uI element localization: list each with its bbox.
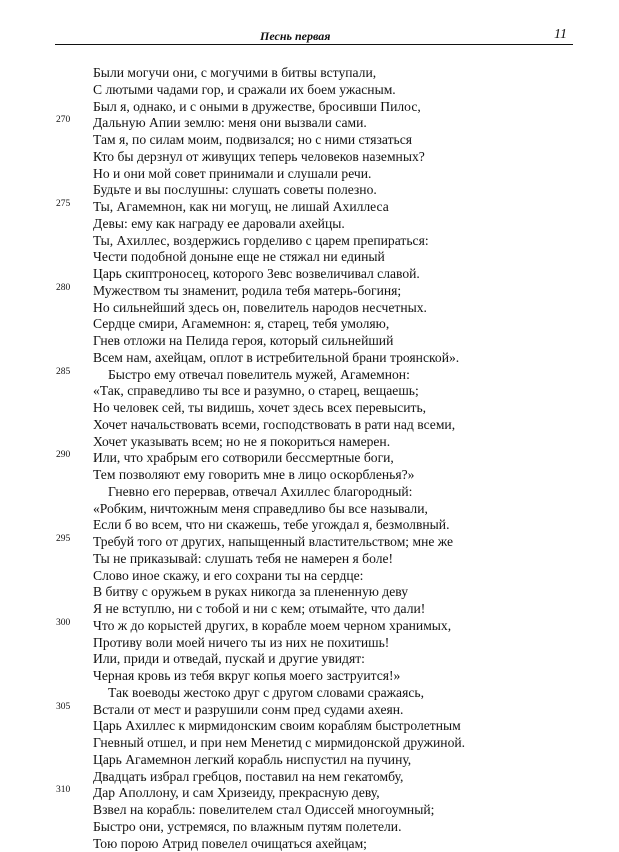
verse-text: Я не вступлю, ни с тобой и ни с кем; отымайте, что дали! xyxy=(93,601,425,618)
verse-line xyxy=(0,249,619,266)
verse-text: Гневно его перервав, отвечал Ахиллес благородный: xyxy=(108,484,412,501)
verse-text: Противу воли моей ничего ты из них не похитишь! xyxy=(93,635,389,652)
verse-text: Требуй того от других, напыщенный властительством; мне же xyxy=(93,534,453,551)
verse-line xyxy=(0,836,619,852)
running-title: Песнь первая xyxy=(260,29,330,43)
verse-line xyxy=(0,752,619,769)
verse-line xyxy=(0,367,619,384)
verse-text: Но сильнейший здесь он, повелитель народов несчетных. xyxy=(93,300,427,317)
verse-text: «Так, справедливо ты все и разумно, о старец, вещаешь; xyxy=(93,383,419,400)
verse-text: Или, приди и отведай, пускай и другие увидят: xyxy=(93,651,365,668)
verse-text: Ты, Ахиллес, воздержись горделиво с царем препираться: xyxy=(93,233,429,250)
verse-line xyxy=(0,82,619,99)
verse-text: Дальную Апии землю: меня они вызвали сами. xyxy=(93,115,367,132)
verse-text: Быстро они, устремяся, по влажным путям полетели. xyxy=(93,819,401,836)
verse-text: «Робким, ничтожным меня справедливо бы все называли, xyxy=(93,501,428,518)
verse-text: Так воеводы жестоко друг с другом словами сражаясь, xyxy=(108,685,424,702)
verse-text: Будьте и вы послушны: слушать советы полезно. xyxy=(93,182,377,199)
verse-text: Быстро ему отвечал повелитель мужей, Агамемнон: xyxy=(108,367,410,384)
verse-text: Царь Ахиллес к мирмидонским своим кораблям быстролетным xyxy=(93,718,461,735)
line-number: 275 xyxy=(56,198,70,210)
verse-text: Черная кровь из тебя вкруг копья моего заструится!» xyxy=(93,668,400,685)
verse-text: Царь скиптроносец, которого Зевс возвеличивал славой. xyxy=(93,266,420,283)
verse-text: Ты не приказывай: слушать тебя не намерен я боле! xyxy=(93,551,393,568)
verse-line xyxy=(0,115,619,132)
verse-line xyxy=(0,149,619,166)
verse-line xyxy=(0,333,619,350)
verse-text: Там я, по силам моим, подвизался; но с ними стязаться xyxy=(93,132,412,149)
verse-text: Но человек сей, ты видишь, хочет здесь всех перевысить, xyxy=(93,400,426,417)
verse-line xyxy=(0,685,619,702)
verse-line xyxy=(0,635,619,652)
verse-line xyxy=(0,651,619,668)
verse-line xyxy=(0,199,619,216)
verse-text: Что ж до корыстей других, в корабле моем черном хранимых, xyxy=(93,618,451,635)
verse-text: Взвел на корабль: повелителем стал Одиссей многоумный; xyxy=(93,802,434,819)
verse-text: Двадцать избрал гребцов, поставил на нем гекатомбу, xyxy=(93,769,403,786)
page-number: 11 xyxy=(554,27,567,43)
verse-line xyxy=(0,785,619,802)
verse-text: Если б во всем, что ни скажешь, тебе угождал я, безмолвный. xyxy=(93,517,449,534)
verse-text: Чести подобной доныне еще не стяжал ни единый xyxy=(93,249,385,266)
verse-line xyxy=(0,668,619,685)
verse-line xyxy=(0,383,619,400)
verse-line xyxy=(0,517,619,534)
verse-text: Но и они мой совет принимали и слушали речи. xyxy=(93,166,371,183)
verse-text: Гневный отшел, и при нем Менетид с мирмидонской дружиной. xyxy=(93,735,465,752)
line-number: 305 xyxy=(56,701,70,713)
line-number: 300 xyxy=(56,617,70,629)
verse-line xyxy=(0,534,619,551)
verse-line xyxy=(0,417,619,434)
verse-text: Всем нам, ахейцам, оплот в истребительной брани троянской». xyxy=(93,350,459,367)
verse-line xyxy=(0,132,619,149)
verse-text: Девы: ему как награду ее даровали ахейцы. xyxy=(93,216,345,233)
verse-line xyxy=(0,300,619,317)
verse-line xyxy=(0,400,619,417)
verse-line xyxy=(0,266,619,283)
verse-text: Тою порою Атрид повелел очищаться ахейцам; xyxy=(93,836,367,852)
verse-text: Царь Агамемнон легкий корабль ниспустил на пучину, xyxy=(93,752,411,769)
poem-text xyxy=(0,65,619,852)
verse-text: Хочет начальствовать всеми, господствовать в рати над всеми, xyxy=(93,417,455,434)
verse-text: С лютыми чадами гор, и сражали их боем ужасным. xyxy=(93,82,396,99)
verse-line xyxy=(0,283,619,300)
verse-line xyxy=(0,233,619,250)
line-number: 285 xyxy=(56,366,70,378)
line-number: 310 xyxy=(56,784,70,796)
verse-line xyxy=(0,484,619,501)
verse-line xyxy=(0,802,619,819)
page-header xyxy=(55,20,573,45)
verse-line xyxy=(0,735,619,752)
verse-text: Встали от мест и разрушили сонм пред судами ахеян. xyxy=(93,702,403,719)
verse-text: Слово иное скажу, и его сохрани ты на сердце: xyxy=(93,568,363,585)
verse-line xyxy=(0,769,619,786)
verse-line xyxy=(0,702,619,719)
verse-line xyxy=(0,819,619,836)
verse-text: В битву с оружьем в руках никогда за плененную деву xyxy=(93,584,408,601)
line-number: 280 xyxy=(56,282,70,294)
verse-text: Был я, однако, и с оными в дружестве, бросивши Пилос, xyxy=(93,99,421,116)
verse-text: Дар Аполлону, и сам Хризеиду, прекрасную деву, xyxy=(93,785,380,802)
line-number: 290 xyxy=(56,449,70,461)
verse-text: Сердце смири, Агамемнон: я, старец, тебя умоляю, xyxy=(93,316,389,333)
verse-line xyxy=(0,65,619,82)
verse-text: Тем позволяют ему говорить мне в лицо оскорбленья?» xyxy=(93,467,414,484)
verse-line xyxy=(0,601,619,618)
verse-line xyxy=(0,166,619,183)
verse-text: Мужеством ты знаменит, родила тебя матерь-богиня; xyxy=(93,283,401,300)
verse-text: Были могучи они, с могучими в битвы вступали, xyxy=(93,65,376,82)
verse-line xyxy=(0,450,619,467)
verse-line xyxy=(0,316,619,333)
verse-line xyxy=(0,584,619,601)
verse-text: Гнев отложи на Пелида героя, который сильнейший xyxy=(93,333,393,350)
verse-line xyxy=(0,99,619,116)
verse-text: Кто бы дерзнул от живущих теперь человеков наземных? xyxy=(93,149,425,166)
verse-line xyxy=(0,434,619,451)
verse-line xyxy=(0,718,619,735)
verse-line xyxy=(0,467,619,484)
verse-text: Хочет указывать всем; но не я покориться намерен. xyxy=(93,434,390,451)
verse-line xyxy=(0,501,619,518)
verse-line xyxy=(0,182,619,199)
verse-text: Или, что храбрым его сотворили бессмертные боги, xyxy=(93,450,394,467)
verse-line xyxy=(0,216,619,233)
verse-text: Ты, Агамемнон, как ни могущ, не лишай Ахиллеса xyxy=(93,199,389,216)
verse-line xyxy=(0,350,619,367)
verse-line xyxy=(0,618,619,635)
verse-line xyxy=(0,551,619,568)
verse-line xyxy=(0,568,619,585)
line-number: 270 xyxy=(56,114,70,126)
line-number: 295 xyxy=(56,533,70,545)
